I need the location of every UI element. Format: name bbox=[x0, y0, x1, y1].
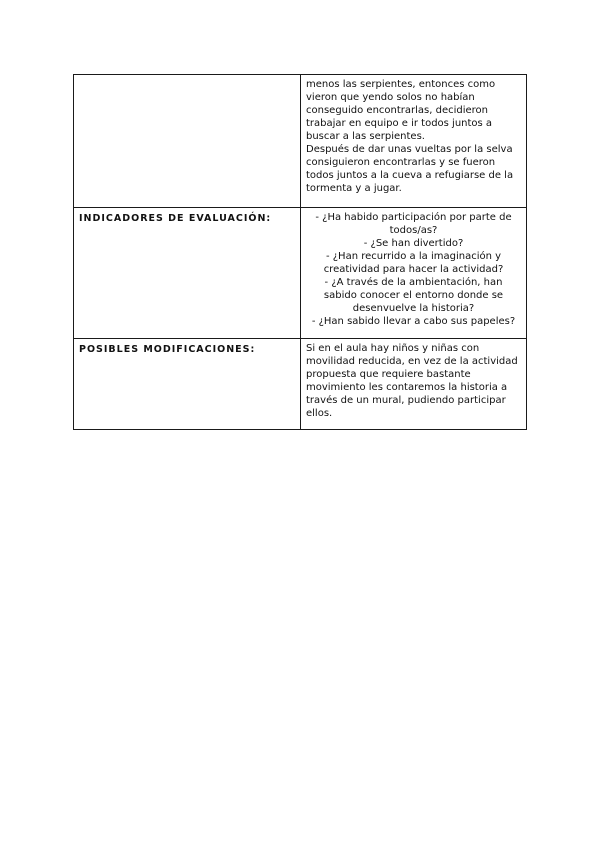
indicator-item: - ¿A través de la ambientación, han sabido conocer el entorno donde se desenvuelve la historia? bbox=[323, 277, 504, 314]
table-row-label-cell bbox=[74, 75, 301, 208]
activity-table bbox=[73, 74, 527, 430]
indicator-item: - ¿Ha habido participación por parte de todos/as? bbox=[315, 212, 512, 236]
indicator-item: - ¿Han recurrido a la imaginación y creatividad para hacer la actividad? bbox=[323, 251, 504, 275]
story-paragraph: menos las serpientes, entonces como vieron que yendo solos no habían conseguido encontrarlas, decidieron trabajar en equipo e ir todos juntos a buscar a las serpientes. bbox=[306, 79, 496, 142]
row-label bbox=[79, 78, 295, 79]
modifications-cell bbox=[301, 339, 527, 430]
table-row bbox=[74, 339, 527, 430]
indicator-item: - ¿Han sabido llevar a cabo sus papeles? bbox=[311, 316, 516, 327]
table-row-label-cell bbox=[74, 339, 301, 430]
indicator-item: - ¿Se han divertido? bbox=[363, 238, 464, 249]
table-row-label-cell bbox=[74, 208, 301, 339]
row-label-modifications: POSIBLES MODIFICACIONES: bbox=[79, 344, 256, 355]
story-text-cell bbox=[301, 75, 527, 208]
evaluation-indicators-cell bbox=[301, 208, 527, 339]
row-label-evaluation: INDICADORES DE EVALUACIÓN: bbox=[79, 213, 272, 224]
modifications-paragraph: Si en el aula hay niños y niñas con movilidad reducida, en vez de la actividad propuesta que requiere bastante movimiento les contaremos la historia a través de un mural, pudiendo participar ellos. bbox=[306, 343, 518, 419]
table-row bbox=[74, 208, 527, 339]
story-paragraph: Después de dar unas vueltas por la selva consiguieron encontrarlas y se fueron todos juntos a la cueva a refugiarse de la tormenta y a jugar. bbox=[306, 144, 514, 194]
table-row bbox=[74, 75, 527, 208]
